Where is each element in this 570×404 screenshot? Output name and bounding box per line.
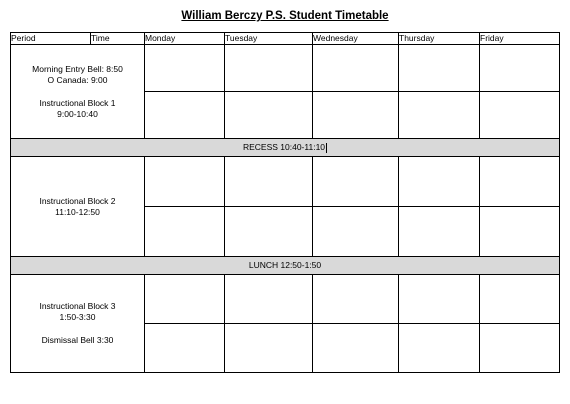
timetable-cell[interactable] bbox=[313, 45, 399, 92]
timetable-cell[interactable] bbox=[145, 207, 225, 257]
block-1-label bbox=[11, 45, 145, 139]
timetable-cell[interactable] bbox=[480, 157, 560, 207]
recess-banner[interactable] bbox=[11, 139, 560, 157]
timetable-cell[interactable] bbox=[399, 92, 480, 139]
block-2-label bbox=[11, 157, 145, 257]
timetable-cell[interactable] bbox=[313, 324, 399, 373]
timetable-cell[interactable] bbox=[399, 275, 480, 324]
timetable-cell[interactable] bbox=[145, 275, 225, 324]
timetable-cell[interactable] bbox=[225, 45, 313, 92]
timetable-cell[interactable] bbox=[313, 275, 399, 324]
timetable-cell[interactable] bbox=[145, 157, 225, 207]
timetable-cell[interactable] bbox=[225, 275, 313, 324]
timetable-cell[interactable] bbox=[399, 207, 480, 257]
block-3-label bbox=[11, 275, 145, 373]
header-row bbox=[11, 33, 560, 45]
timetable-cell[interactable] bbox=[225, 207, 313, 257]
timetable-cell[interactable] bbox=[480, 45, 560, 92]
timetable-cell[interactable] bbox=[399, 324, 480, 373]
block-3-row-a bbox=[11, 275, 560, 324]
recess-label: RECESS 10:40-11:10 bbox=[242, 142, 326, 152]
text-cursor bbox=[326, 143, 327, 153]
timetable-cell[interactable] bbox=[145, 324, 225, 373]
timetable-cell[interactable] bbox=[145, 92, 225, 139]
header-period: Period bbox=[11, 33, 91, 45]
timetable-cell[interactable] bbox=[225, 157, 313, 207]
lunch-banner[interactable]: LUNCH 12:50-1:50 bbox=[11, 257, 560, 275]
timetable-cell[interactable] bbox=[480, 92, 560, 139]
block-1-row-a bbox=[11, 45, 560, 92]
lunch-row bbox=[11, 257, 560, 275]
block-2-line: Instructional Block 2 bbox=[39, 195, 116, 206]
block-1-line: Morning Entry Bell: 8:50 bbox=[32, 63, 123, 74]
header-monday: Monday bbox=[145, 33, 225, 45]
block-1-line: Instructional Block 1 bbox=[39, 97, 116, 108]
timetable-cell[interactable] bbox=[225, 324, 313, 373]
timetable-grid bbox=[10, 32, 560, 373]
block-2-row-a bbox=[11, 157, 560, 207]
recess-row bbox=[11, 139, 560, 157]
timetable-cell[interactable] bbox=[399, 45, 480, 92]
timetable-cell[interactable] bbox=[145, 45, 225, 92]
timetable-cell[interactable] bbox=[225, 92, 313, 139]
timetable-cell[interactable] bbox=[313, 157, 399, 207]
header-tuesday: Tuesday bbox=[225, 33, 313, 45]
block-1-line: O Canada: 9:00 bbox=[47, 74, 108, 85]
block-3-line: Instructional Block 3 bbox=[39, 301, 116, 311]
header-thursday: Thursday bbox=[399, 33, 480, 45]
block-3-line: 1:50-3:30 bbox=[59, 312, 96, 322]
timetable-cell[interactable] bbox=[313, 207, 399, 257]
timetable-cell[interactable] bbox=[480, 207, 560, 257]
timetable-cell[interactable] bbox=[399, 157, 480, 207]
block-1-line: 9:00-10:40 bbox=[57, 108, 98, 119]
header-friday: Friday bbox=[480, 33, 560, 45]
timetable-cell[interactable] bbox=[480, 324, 560, 373]
header-time: Time bbox=[91, 33, 145, 45]
timetable-title: William Berczy P.S. Student Timetable bbox=[181, 10, 389, 22]
timetable-cell[interactable] bbox=[313, 92, 399, 139]
block-2-line: 11:10-12:50 bbox=[55, 206, 100, 217]
block-3-line: Dismissal Bell 3:30 bbox=[41, 335, 114, 345]
timetable-cell[interactable] bbox=[480, 275, 560, 324]
header-wednesday: Wednesday bbox=[313, 33, 399, 45]
